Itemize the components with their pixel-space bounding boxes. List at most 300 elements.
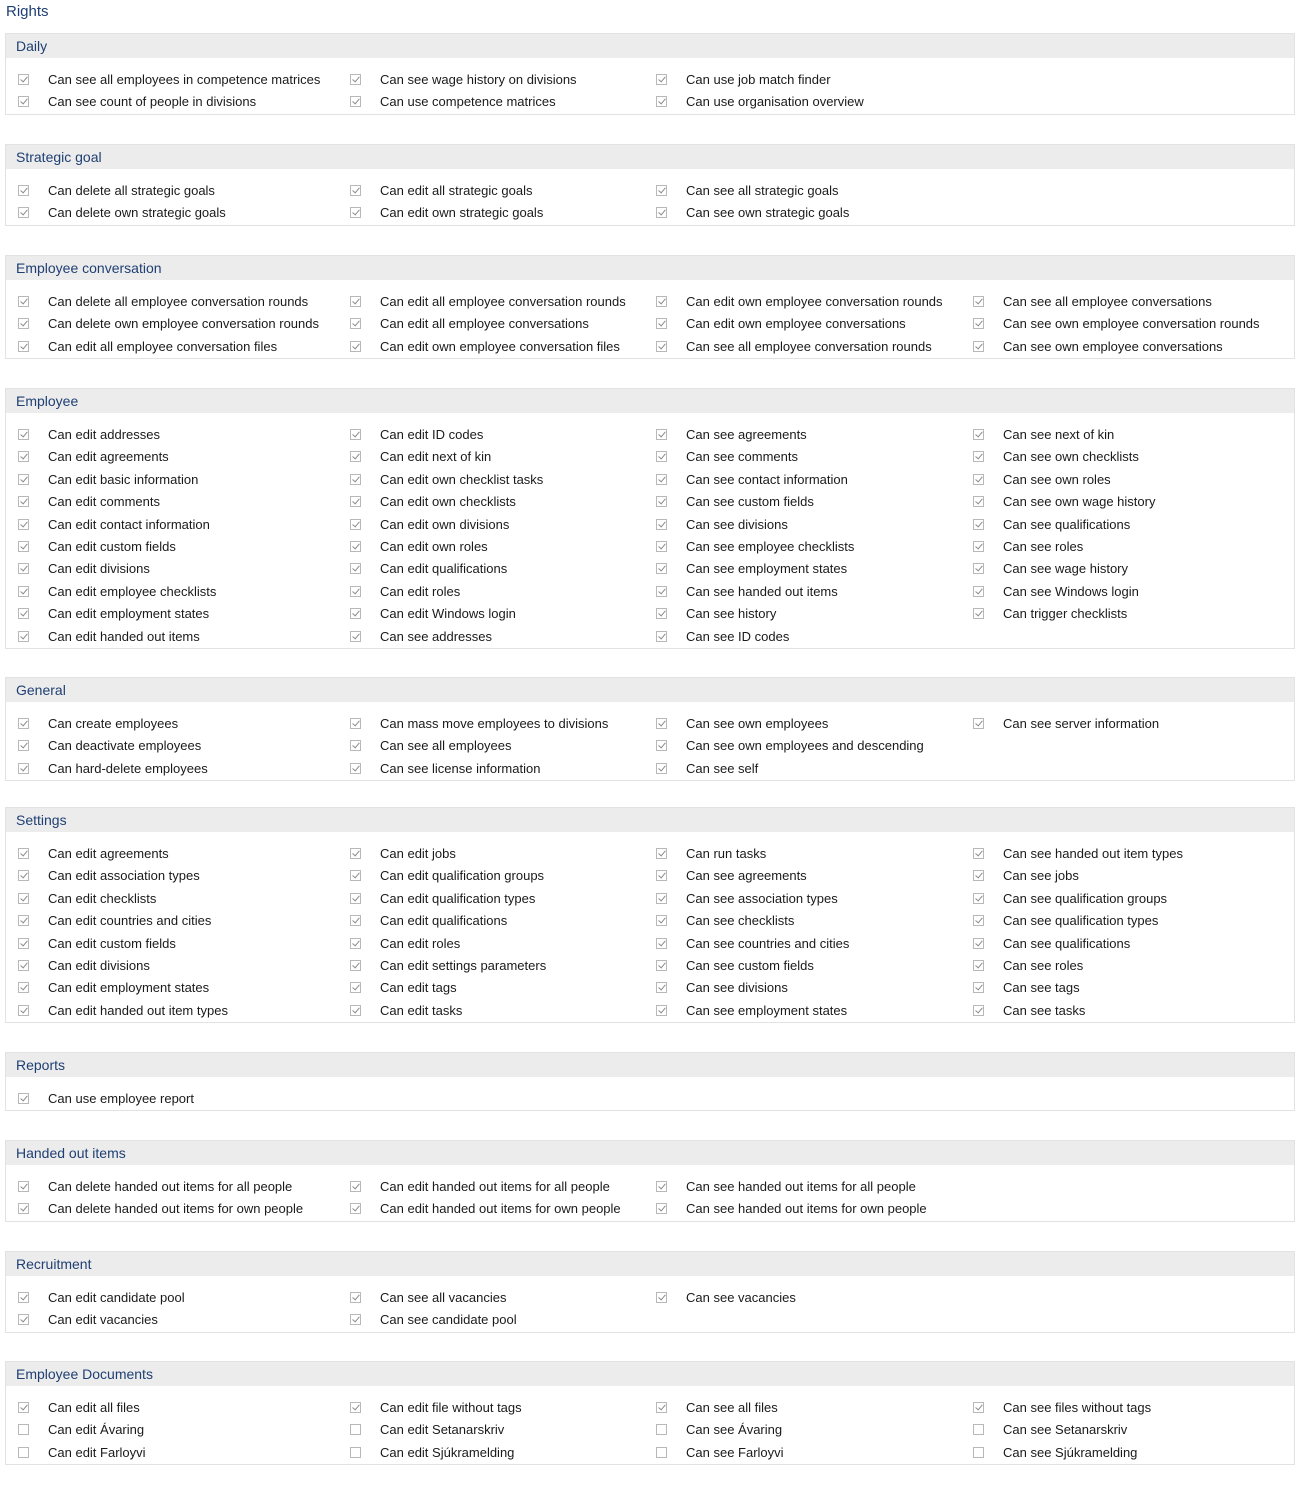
permission-checkbox-item[interactable] xyxy=(973,888,1167,908)
permission-checkbox-item[interactable] xyxy=(350,933,460,953)
checked-checkbox-icon[interactable] xyxy=(350,631,361,642)
permission-label: Can see own employee conversations xyxy=(1003,338,1223,354)
checked-checkbox-icon[interactable] xyxy=(656,207,667,218)
checked-checkbox-icon[interactable] xyxy=(18,982,29,993)
checked-checkbox-icon[interactable] xyxy=(18,1181,29,1192)
checked-checkbox-icon[interactable] xyxy=(973,608,984,619)
checked-checkbox-icon[interactable] xyxy=(350,960,361,971)
checked-checkbox-icon[interactable] xyxy=(973,1402,984,1413)
permission-checkbox-item[interactable] xyxy=(350,446,491,466)
permission-label: Can edit vacancies xyxy=(48,1311,158,1327)
permission-checkbox-item[interactable] xyxy=(350,865,544,885)
permission-checkbox-item[interactable] xyxy=(656,446,798,466)
permission-checkbox-item[interactable] xyxy=(350,180,532,200)
permission-checkbox-item[interactable] xyxy=(656,536,854,556)
permission-checkbox-item[interactable] xyxy=(18,977,209,997)
permission-label: Can see own roles xyxy=(1003,471,1111,487)
checked-checkbox-icon[interactable] xyxy=(18,586,29,597)
checked-checkbox-icon[interactable] xyxy=(350,1203,361,1214)
section-header: Reports xyxy=(6,1053,1294,1077)
permission-label: Can see Windows login xyxy=(1003,583,1139,599)
permission-label: Can edit jobs xyxy=(380,845,456,861)
permission-checkbox-item[interactable] xyxy=(350,735,512,755)
section-strategic-goal xyxy=(5,144,1295,226)
checked-checkbox-icon[interactable] xyxy=(18,718,29,729)
permission-label: Can edit all employee conversation files xyxy=(48,338,278,354)
checked-checkbox-icon[interactable] xyxy=(350,96,361,107)
permission-checkbox-item[interactable] xyxy=(656,336,932,356)
permission-checkbox-item[interactable] xyxy=(350,888,535,908)
permission-checkbox-item[interactable] xyxy=(656,1198,927,1218)
permission-label: Can see addresses xyxy=(380,628,493,644)
checked-checkbox-icon[interactable] xyxy=(18,519,29,530)
checked-checkbox-icon[interactable] xyxy=(350,185,361,196)
checked-checkbox-icon[interactable] xyxy=(350,563,361,574)
permission-checkbox-item[interactable] xyxy=(350,977,457,997)
permission-label: Can see Sjúkramelding xyxy=(1003,1444,1138,1460)
permission-checkbox-item[interactable] xyxy=(350,843,456,863)
permission-label: Can edit candidate pool xyxy=(48,1289,185,1305)
permission-checkbox-item[interactable] xyxy=(973,1419,1127,1439)
checked-checkbox-icon[interactable] xyxy=(973,474,984,485)
permission-checkbox-item[interactable] xyxy=(350,491,516,511)
permission-checkbox-item[interactable] xyxy=(656,758,758,778)
checked-checkbox-icon[interactable] xyxy=(656,1203,667,1214)
permission-checkbox-item[interactable] xyxy=(973,581,1139,601)
checked-checkbox-icon[interactable] xyxy=(973,541,984,552)
permission-checkbox-item[interactable] xyxy=(18,536,176,556)
checked-checkbox-icon[interactable] xyxy=(18,96,29,107)
permission-checkbox-item[interactable] xyxy=(18,735,201,755)
permission-checkbox-item[interactable] xyxy=(18,910,211,930)
checked-checkbox-icon[interactable] xyxy=(18,185,29,196)
permission-checkbox-item[interactable] xyxy=(656,977,788,997)
permission-checkbox-item[interactable] xyxy=(973,424,1114,444)
permission-label: Can edit Windows login xyxy=(380,605,516,621)
permission-checkbox-item[interactable] xyxy=(973,446,1139,466)
unchecked-checkbox-icon[interactable] xyxy=(656,1447,667,1458)
permission-checkbox-item[interactable] xyxy=(18,91,256,111)
permission-checkbox-item[interactable] xyxy=(350,581,460,601)
permission-checkbox-item[interactable] xyxy=(350,1198,621,1218)
permission-checkbox-item[interactable] xyxy=(18,1309,158,1329)
permission-checkbox-item[interactable] xyxy=(656,910,794,930)
checked-checkbox-icon[interactable] xyxy=(18,1005,29,1016)
permission-checkbox-item[interactable] xyxy=(350,713,608,733)
permission-checkbox-item[interactable] xyxy=(18,491,160,511)
checked-checkbox-icon[interactable] xyxy=(18,915,29,926)
permission-label: Can see server information xyxy=(1003,715,1160,731)
permission-label: Can run tasks xyxy=(686,845,767,861)
checked-checkbox-icon[interactable] xyxy=(973,893,984,904)
permission-checkbox-item[interactable] xyxy=(656,469,848,489)
checked-checkbox-icon[interactable] xyxy=(350,474,361,485)
permission-checkbox-item[interactable] xyxy=(656,1419,782,1439)
checked-checkbox-icon[interactable] xyxy=(656,608,667,619)
permission-checkbox-item[interactable] xyxy=(18,626,200,646)
permission-label: Can edit employment states xyxy=(48,979,210,995)
checked-checkbox-icon[interactable] xyxy=(350,74,361,85)
permission-checkbox-item[interactable] xyxy=(18,888,156,908)
checked-checkbox-icon[interactable] xyxy=(656,496,667,507)
checked-checkbox-icon[interactable] xyxy=(18,541,29,552)
checked-checkbox-icon[interactable] xyxy=(18,296,29,307)
permission-checkbox-item[interactable] xyxy=(350,202,543,222)
checked-checkbox-icon[interactable] xyxy=(18,318,29,329)
permission-checkbox-item[interactable] xyxy=(656,1442,784,1462)
checked-checkbox-icon[interactable] xyxy=(973,318,984,329)
permission-label: Can see countries and cities xyxy=(686,935,850,951)
checked-checkbox-icon[interactable] xyxy=(656,982,667,993)
checked-checkbox-icon[interactable] xyxy=(656,740,667,751)
permission-checkbox-item[interactable] xyxy=(18,1198,303,1218)
permission-checkbox-item[interactable] xyxy=(656,558,847,578)
permission-checkbox-item[interactable] xyxy=(18,955,150,975)
permission-checkbox-item[interactable] xyxy=(350,313,589,333)
checked-checkbox-icon[interactable] xyxy=(973,429,984,440)
permission-label: Can see wage history on divisions xyxy=(380,71,577,87)
permission-checkbox-item[interactable] xyxy=(656,202,849,222)
permission-checkbox-item[interactable] xyxy=(656,291,943,311)
checked-checkbox-icon[interactable] xyxy=(973,519,984,530)
permission-label: Can mass move employees to divisions xyxy=(380,715,609,731)
page-title: Rights xyxy=(6,3,49,20)
checked-checkbox-icon[interactable] xyxy=(18,848,29,859)
permission-checkbox-item[interactable] xyxy=(350,1442,514,1462)
checked-checkbox-icon[interactable] xyxy=(350,893,361,904)
checked-checkbox-icon[interactable] xyxy=(656,915,667,926)
checked-checkbox-icon[interactable] xyxy=(18,1314,29,1325)
permission-label: Can see count of people in divisions xyxy=(48,93,257,109)
checked-checkbox-icon[interactable] xyxy=(973,296,984,307)
checked-checkbox-icon[interactable] xyxy=(656,586,667,597)
checked-checkbox-icon[interactable] xyxy=(350,870,361,881)
permission-checkbox-item[interactable] xyxy=(18,1000,228,1020)
permission-checkbox-item[interactable] xyxy=(656,603,776,623)
checked-checkbox-icon[interactable] xyxy=(656,1402,667,1413)
permission-checkbox-item[interactable] xyxy=(18,843,169,863)
checked-checkbox-icon[interactable] xyxy=(656,474,667,485)
permission-checkbox-item[interactable] xyxy=(973,469,1111,489)
permission-label: Can see own strategic goals xyxy=(686,204,850,220)
permission-label: Can see handed out items for own people xyxy=(686,1200,927,1216)
unchecked-checkbox-icon[interactable] xyxy=(973,1447,984,1458)
permission-label: Can see all employees xyxy=(380,737,512,753)
unchecked-checkbox-icon[interactable] xyxy=(350,1447,361,1458)
permission-checkbox-item[interactable] xyxy=(656,91,864,111)
unchecked-checkbox-icon[interactable] xyxy=(350,1424,361,1435)
checked-checkbox-icon[interactable] xyxy=(18,1292,29,1303)
permission-checkbox-item[interactable] xyxy=(656,180,838,200)
permission-checkbox-item[interactable] xyxy=(973,291,1212,311)
permission-checkbox-item[interactable] xyxy=(18,1176,292,1196)
permission-checkbox-item[interactable] xyxy=(18,469,198,489)
checked-checkbox-icon[interactable] xyxy=(973,496,984,507)
checked-checkbox-icon[interactable] xyxy=(350,1402,361,1413)
checked-checkbox-icon[interactable] xyxy=(350,718,361,729)
checked-checkbox-icon[interactable] xyxy=(18,563,29,574)
permission-checkbox-item[interactable] xyxy=(18,603,209,623)
checked-checkbox-icon[interactable] xyxy=(973,982,984,993)
permission-checkbox-item[interactable] xyxy=(18,514,210,534)
checked-checkbox-icon[interactable] xyxy=(350,207,361,218)
checked-checkbox-icon[interactable] xyxy=(973,586,984,597)
permission-checkbox-item[interactable] xyxy=(18,581,216,601)
checked-checkbox-icon[interactable] xyxy=(656,870,667,881)
permission-checkbox-item[interactable] xyxy=(656,581,838,601)
permission-checkbox-item[interactable] xyxy=(973,336,1223,356)
permission-checkbox-item[interactable] xyxy=(656,933,849,953)
checked-checkbox-icon[interactable] xyxy=(350,608,361,619)
permission-checkbox-item[interactable] xyxy=(656,1000,847,1020)
permission-checkbox-item[interactable] xyxy=(656,514,788,534)
checked-checkbox-icon[interactable] xyxy=(973,563,984,574)
permission-label: Can see all vacancies xyxy=(380,1289,507,1305)
permission-checkbox-item[interactable] xyxy=(18,865,200,885)
permission-checkbox-item[interactable] xyxy=(973,910,1158,930)
permission-checkbox-item[interactable] xyxy=(350,955,546,975)
permission-checkbox-item[interactable] xyxy=(350,910,507,930)
checked-checkbox-icon[interactable] xyxy=(18,1203,29,1214)
permission-checkbox-item[interactable] xyxy=(973,843,1183,863)
permission-checkbox-item[interactable] xyxy=(18,313,319,333)
checked-checkbox-icon[interactable] xyxy=(18,74,29,85)
permission-checkbox-item[interactable] xyxy=(350,558,507,578)
permission-label: Can edit handed out item types xyxy=(48,1002,228,1018)
permission-checkbox-item[interactable] xyxy=(973,514,1130,534)
permission-checkbox-item[interactable] xyxy=(18,180,215,200)
checked-checkbox-icon[interactable] xyxy=(656,563,667,574)
permission-checkbox-item[interactable] xyxy=(18,291,308,311)
permission-label: Can see vacancies xyxy=(686,1289,796,1305)
permission-label: Can hard-delete employees xyxy=(48,760,208,776)
permission-checkbox-item[interactable] xyxy=(656,843,766,863)
checked-checkbox-icon[interactable] xyxy=(656,296,667,307)
checked-checkbox-icon[interactable] xyxy=(656,185,667,196)
permission-checkbox-item[interactable] xyxy=(18,69,320,89)
permission-checkbox-item[interactable] xyxy=(350,536,488,556)
checked-checkbox-icon[interactable] xyxy=(350,541,361,552)
checked-checkbox-icon[interactable] xyxy=(350,341,361,352)
permission-checkbox-item[interactable] xyxy=(656,713,828,733)
checked-checkbox-icon[interactable] xyxy=(350,519,361,530)
unchecked-checkbox-icon[interactable] xyxy=(973,1424,984,1435)
permission-checkbox-item[interactable] xyxy=(973,713,1159,733)
permission-checkbox-item[interactable] xyxy=(973,977,1080,997)
permission-checkbox-item[interactable] xyxy=(973,558,1128,578)
permission-label: Can edit all employee conversations xyxy=(380,315,589,331)
checked-checkbox-icon[interactable] xyxy=(973,1005,984,1016)
checked-checkbox-icon[interactable] xyxy=(18,1093,29,1104)
permission-checkbox-item[interactable] xyxy=(18,424,160,444)
checked-checkbox-icon[interactable] xyxy=(18,451,29,462)
checked-checkbox-icon[interactable] xyxy=(350,451,361,462)
permission-checkbox-item[interactable] xyxy=(656,1397,778,1417)
checked-checkbox-icon[interactable] xyxy=(973,960,984,971)
checked-checkbox-icon[interactable] xyxy=(656,429,667,440)
checked-checkbox-icon[interactable] xyxy=(350,1292,361,1303)
permission-checkbox-item[interactable] xyxy=(656,313,906,333)
unchecked-checkbox-icon[interactable] xyxy=(18,1424,29,1435)
permission-label: Can see roles xyxy=(1003,538,1084,554)
checked-checkbox-icon[interactable] xyxy=(18,938,29,949)
section-header: Recruitment xyxy=(6,1252,1294,1276)
checked-checkbox-icon[interactable] xyxy=(350,318,361,329)
checked-checkbox-icon[interactable] xyxy=(18,207,29,218)
permission-checkbox-item[interactable] xyxy=(350,1000,462,1020)
permission-checkbox-item[interactable] xyxy=(656,491,814,511)
checked-checkbox-icon[interactable] xyxy=(973,341,984,352)
checked-checkbox-icon[interactable] xyxy=(656,519,667,530)
checked-checkbox-icon[interactable] xyxy=(350,429,361,440)
checked-checkbox-icon[interactable] xyxy=(18,429,29,440)
checked-checkbox-icon[interactable] xyxy=(656,763,667,774)
checked-checkbox-icon[interactable] xyxy=(973,848,984,859)
permission-checkbox-item[interactable] xyxy=(973,933,1130,953)
checked-checkbox-icon[interactable] xyxy=(656,893,667,904)
permission-checkbox-item[interactable] xyxy=(350,291,626,311)
checked-checkbox-icon[interactable] xyxy=(656,451,667,462)
permission-label: Can edit all employee conversation rounds xyxy=(380,293,626,309)
permission-checkbox-item[interactable] xyxy=(656,1176,916,1196)
permission-checkbox-item[interactable] xyxy=(973,1442,1137,1462)
checked-checkbox-icon[interactable] xyxy=(656,1005,667,1016)
permission-checkbox-item[interactable] xyxy=(18,1419,144,1439)
permission-checkbox-item[interactable] xyxy=(350,336,620,356)
permission-checkbox-item[interactable] xyxy=(973,313,1260,333)
permission-checkbox-item[interactable] xyxy=(350,626,492,646)
permission-checkbox-item[interactable] xyxy=(973,491,1155,511)
permission-checkbox-item[interactable] xyxy=(656,626,789,646)
permission-checkbox-item[interactable] xyxy=(656,865,807,885)
permission-checkbox-item[interactable] xyxy=(350,1309,517,1329)
permission-checkbox-item[interactable] xyxy=(18,558,150,578)
checked-checkbox-icon[interactable] xyxy=(656,938,667,949)
permission-checkbox-item[interactable] xyxy=(18,758,208,778)
checked-checkbox-icon[interactable] xyxy=(656,1292,667,1303)
permission-checkbox-item[interactable] xyxy=(350,424,483,444)
permission-checkbox-item[interactable] xyxy=(350,91,556,111)
permission-checkbox-item[interactable] xyxy=(18,1088,194,1108)
permission-checkbox-item[interactable] xyxy=(18,446,169,466)
checked-checkbox-icon[interactable] xyxy=(350,296,361,307)
checked-checkbox-icon[interactable] xyxy=(18,341,29,352)
permission-checkbox-item[interactable] xyxy=(350,469,543,489)
checked-checkbox-icon[interactable] xyxy=(350,1181,361,1192)
checked-checkbox-icon[interactable] xyxy=(18,870,29,881)
checked-checkbox-icon[interactable] xyxy=(350,1314,361,1325)
checked-checkbox-icon[interactable] xyxy=(18,740,29,751)
permission-checkbox-item[interactable] xyxy=(350,1419,504,1439)
checked-checkbox-icon[interactable] xyxy=(656,96,667,107)
checked-checkbox-icon[interactable] xyxy=(973,938,984,949)
checked-checkbox-icon[interactable] xyxy=(656,631,667,642)
checked-checkbox-icon[interactable] xyxy=(18,631,29,642)
checked-checkbox-icon[interactable] xyxy=(656,74,667,85)
permission-checkbox-item[interactable] xyxy=(18,933,176,953)
checked-checkbox-icon[interactable] xyxy=(973,870,984,881)
permission-checkbox-item[interactable] xyxy=(973,536,1083,556)
permission-checkbox-item[interactable] xyxy=(656,955,814,975)
checked-checkbox-icon[interactable] xyxy=(973,718,984,729)
permission-label: Can edit qualifications xyxy=(380,560,508,576)
permission-checkbox-item[interactable] xyxy=(18,1442,146,1462)
permission-checkbox-item[interactable] xyxy=(350,514,509,534)
checked-checkbox-icon[interactable] xyxy=(350,982,361,993)
checked-checkbox-icon[interactable] xyxy=(18,893,29,904)
permission-checkbox-item[interactable] xyxy=(656,69,831,89)
checked-checkbox-icon[interactable] xyxy=(656,541,667,552)
permission-checkbox-item[interactable] xyxy=(350,1176,610,1196)
permission-checkbox-item[interactable] xyxy=(18,713,178,733)
permission-checkbox-item[interactable] xyxy=(18,336,277,356)
permission-checkbox-item[interactable] xyxy=(18,202,226,222)
checked-checkbox-icon[interactable] xyxy=(350,848,361,859)
checked-checkbox-icon[interactable] xyxy=(656,960,667,971)
permission-label: Can deactivate employees xyxy=(48,737,202,753)
checked-checkbox-icon[interactable] xyxy=(18,763,29,774)
unchecked-checkbox-icon[interactable] xyxy=(18,1447,29,1458)
permission-checkbox-item[interactable] xyxy=(350,1287,506,1307)
permission-checkbox-item[interactable] xyxy=(656,888,838,908)
checked-checkbox-icon[interactable] xyxy=(656,848,667,859)
permission-checkbox-item[interactable] xyxy=(18,1397,140,1417)
permission-checkbox-item[interactable] xyxy=(18,1287,185,1307)
checked-checkbox-icon[interactable] xyxy=(18,608,29,619)
checked-checkbox-icon[interactable] xyxy=(18,474,29,485)
permission-checkbox-item[interactable] xyxy=(656,735,924,755)
checked-checkbox-icon[interactable] xyxy=(656,718,667,729)
permission-checkbox-item[interactable] xyxy=(973,955,1083,975)
checked-checkbox-icon[interactable] xyxy=(350,1005,361,1016)
checked-checkbox-icon[interactable] xyxy=(18,1402,29,1413)
checked-checkbox-icon[interactable] xyxy=(350,740,361,751)
checked-checkbox-icon[interactable] xyxy=(18,496,29,507)
checked-checkbox-icon[interactable] xyxy=(18,960,29,971)
checked-checkbox-icon[interactable] xyxy=(656,341,667,352)
permission-checkbox-item[interactable] xyxy=(656,424,807,444)
permission-checkbox-item[interactable] xyxy=(973,603,1127,623)
permission-label: Can see qualifications xyxy=(1003,935,1131,951)
permission-checkbox-item[interactable] xyxy=(350,603,516,623)
permission-label: Can use organisation overview xyxy=(686,93,864,109)
checked-checkbox-icon[interactable] xyxy=(350,586,361,597)
checked-checkbox-icon[interactable] xyxy=(350,915,361,926)
permission-checkbox-item[interactable] xyxy=(973,865,1079,885)
permission-checkbox-item[interactable] xyxy=(973,1397,1151,1417)
permission-checkbox-item[interactable] xyxy=(350,758,540,778)
checked-checkbox-icon[interactable] xyxy=(973,451,984,462)
checked-checkbox-icon[interactable] xyxy=(973,915,984,926)
checked-checkbox-icon[interactable] xyxy=(656,1181,667,1192)
checked-checkbox-icon[interactable] xyxy=(656,318,667,329)
unchecked-checkbox-icon[interactable] xyxy=(656,1424,667,1435)
permission-label: Can see employment states xyxy=(686,1002,848,1018)
permission-checkbox-item[interactable] xyxy=(656,1287,796,1307)
permission-checkbox-item[interactable] xyxy=(973,1000,1085,1020)
permission-checkbox-item[interactable] xyxy=(350,1397,522,1417)
permission-label: Can delete own strategic goals xyxy=(48,204,226,220)
permission-label: Can edit qualification groups xyxy=(380,867,545,883)
permission-label: Can see Ávaring xyxy=(686,1421,783,1437)
permission-checkbox-item[interactable] xyxy=(350,69,577,89)
checked-checkbox-icon[interactable] xyxy=(350,496,361,507)
permission-label: Can see checklists xyxy=(686,912,795,928)
permission-label: Can edit ID codes xyxy=(380,426,484,442)
checked-checkbox-icon[interactable] xyxy=(350,763,361,774)
checked-checkbox-icon[interactable] xyxy=(350,938,361,949)
section-recruitment xyxy=(5,1251,1295,1333)
